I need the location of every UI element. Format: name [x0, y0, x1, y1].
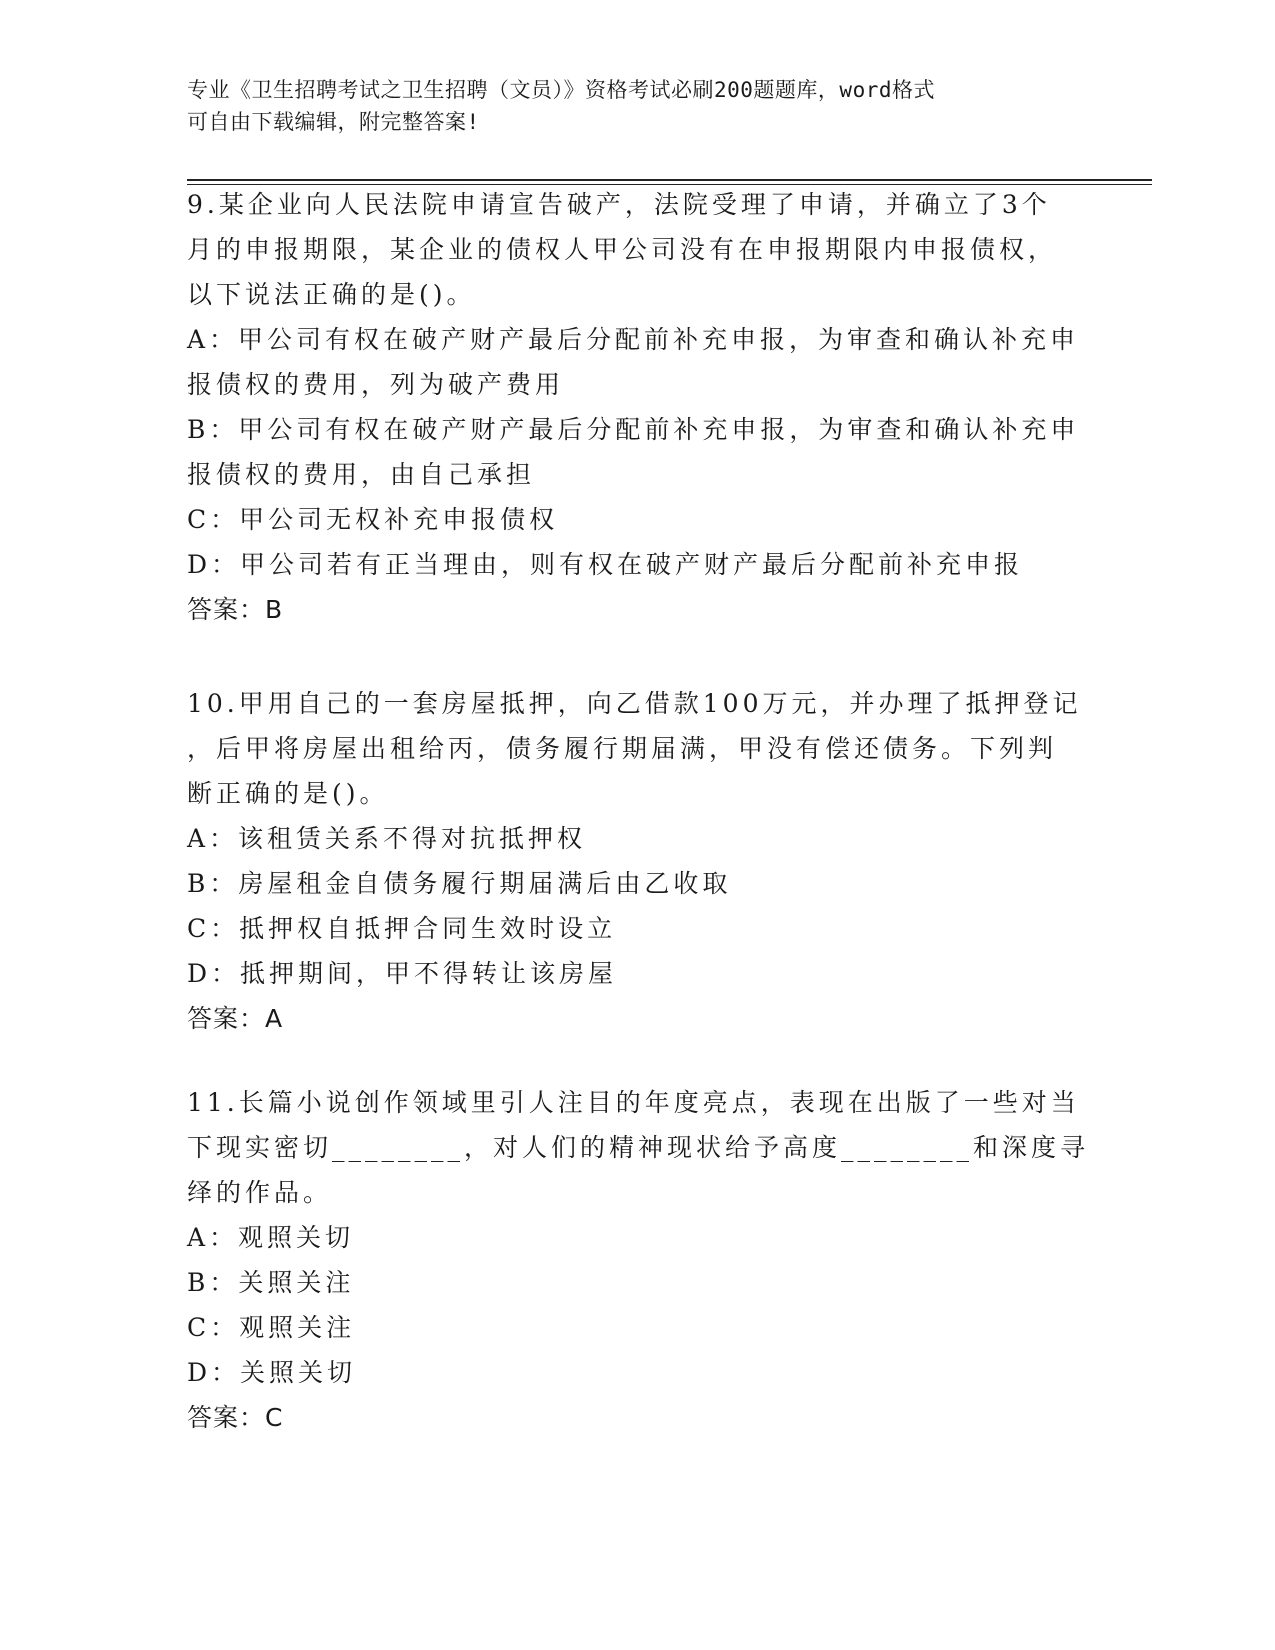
option-d: D：抵押期间，甲不得转让该房屋: [187, 959, 618, 988]
option-c: C：抵押权自抵押合同生效时设立: [187, 914, 617, 943]
question-stem-line: ，后甲将房屋出租给丙，债务履行期届满，甲没有偿还债务。下列判: [187, 734, 1058, 763]
option-a-continued: 报债权的费用，列为破产费用: [187, 370, 565, 399]
question-10: [187, 681, 1087, 1041]
option-b: B：甲公司有权在破产财产最后分配前补充申报，为审查和确认补充申: [187, 415, 1080, 444]
question-11: [187, 1080, 1090, 1440]
option-a: A：观照关切: [187, 1223, 355, 1252]
document-header: [187, 74, 1067, 138]
question-stem-line: 以下说法正确的是()。: [187, 280, 476, 309]
header-line-2: 可自由下载编辑，附完整答案!: [187, 110, 480, 134]
answer-label: 答案：C: [187, 1403, 284, 1432]
question-stem-line: 绎的作品。: [187, 1178, 333, 1207]
option-d: D：关照关切: [187, 1358, 357, 1387]
option-c: C：观照关注: [187, 1313, 356, 1342]
answer-label: 答案：B: [187, 595, 284, 624]
option-b: B：房屋租金自债务履行期届满后由乙收取: [187, 869, 732, 898]
question-9: [187, 182, 1087, 632]
option-b: B：关照关注: [187, 1268, 355, 1297]
header-divider-thick: [187, 179, 1152, 181]
question-stem-line: 下现实密切________，对人们的精神现状给予高度________和深度寻: [187, 1133, 1090, 1162]
option-a: A：甲公司有权在破产财产最后分配前补充申报，为审查和确认补充申: [187, 325, 1080, 354]
option-c: C：甲公司无权补充申报债权: [187, 505, 559, 534]
option-b-continued: 报债权的费用，由自己承担: [187, 460, 536, 489]
question-stem-line: 9.某企业向人民法院申请宣告破产，法院受理了申请，并确立了3个: [187, 190, 1051, 219]
question-stem-line: 11.长篇小说创作领域里引人注目的年度亮点，表现在出版了一些对当: [187, 1088, 1080, 1117]
header-line-1: 专业《卫生招聘考试之卫生招聘（文员）》资格考试必刷200题题库，word格式: [187, 78, 935, 102]
option-a: A：该租赁关系不得对抗抵押权: [187, 824, 587, 853]
question-stem-line: 断正确的是()。: [187, 779, 389, 808]
question-stem-line: 月的申报期限，某企业的债权人甲公司没有在申报期限内申报债权，: [187, 235, 1058, 264]
question-stem-line: 10.甲用自己的一套房屋抵押，向乙借款100万元，并办理了抵押登记: [187, 689, 1082, 718]
option-d: D：甲公司若有正当理由，则有权在破产财产最后分配前补充申报: [187, 550, 1024, 579]
answer-label: 答案：A: [187, 1004, 284, 1033]
